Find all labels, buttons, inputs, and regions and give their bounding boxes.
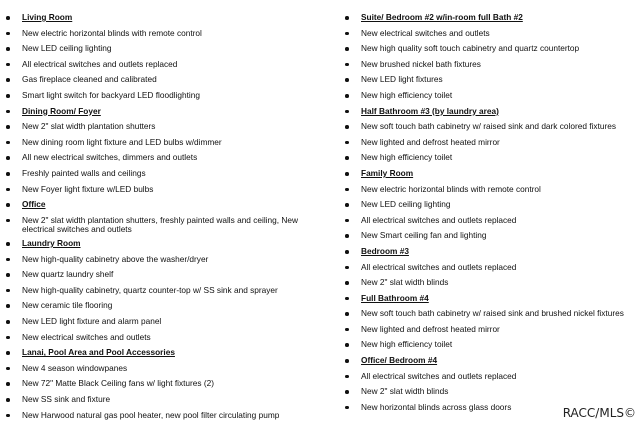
list-item-text: New 2" slat width blinds (361, 386, 449, 397)
list-item-text: New high efficiency toilet (361, 89, 453, 100)
list-item-text: New 4 season windowpanes (22, 362, 128, 373)
section-heading (6, 107, 324, 123)
list-item (6, 75, 324, 91)
bullet-icon (345, 75, 361, 84)
list-item (6, 185, 324, 201)
bullet-icon (345, 372, 361, 381)
section-heading (345, 247, 635, 263)
list-item-text: New lighted and defrost heated mirror (361, 136, 500, 147)
bullet-icon (6, 395, 22, 404)
list-item (345, 278, 635, 294)
list-item (6, 395, 324, 411)
bullet-icon (345, 356, 361, 365)
list-item (6, 60, 324, 76)
bullet-icon (345, 325, 361, 334)
list-item (345, 122, 635, 138)
bullet-icon (345, 294, 361, 303)
list-item (345, 309, 635, 325)
bullet-icon (345, 403, 361, 412)
list-item-text: New high efficiency toilet (361, 152, 453, 163)
bullet-icon (6, 333, 22, 342)
list-item (6, 169, 324, 185)
bullet-icon (6, 185, 22, 194)
section-heading-text: Living Room (22, 12, 73, 22)
list-item (6, 255, 324, 271)
list-item-text: New high-quality cabinetry, quartz counter-top w/ SS sink and sprayer (22, 284, 278, 295)
list-item-text: Freshly painted walls and ceilings (22, 167, 146, 178)
bullet-icon (6, 239, 22, 248)
list-item (6, 122, 324, 138)
section-heading (345, 294, 635, 310)
list-item-text: All new electrical switches, dimmers and outlets (22, 152, 198, 163)
list-item-text: All electrical switches and outlets replaced (22, 58, 178, 69)
section-heading (345, 169, 635, 185)
bullet-icon (345, 216, 361, 225)
right-column (345, 13, 635, 418)
bullet-icon (6, 216, 22, 225)
section-heading (6, 348, 324, 364)
bullet-icon (345, 200, 361, 209)
list-item (6, 317, 324, 333)
list-item-text: New ceramic tile flooring (22, 300, 113, 311)
bullet-icon (6, 122, 22, 131)
list-item (345, 200, 635, 216)
bullet-icon (6, 200, 22, 209)
list-item-text: New lighted and defrost heated mirror (361, 323, 500, 334)
list-item-text: New high efficiency toilet (361, 339, 453, 350)
list-item-text: New LED light fixture and alarm panel (22, 316, 162, 327)
list-item (345, 185, 635, 201)
section-heading (345, 107, 635, 123)
bullet-icon (6, 317, 22, 326)
bullet-icon (345, 340, 361, 349)
bullet-icon (6, 270, 22, 279)
list-item (6, 153, 324, 169)
bullet-icon (6, 138, 22, 147)
list-item (345, 44, 635, 60)
left-column (6, 13, 324, 426)
bullet-icon (345, 309, 361, 318)
section-heading-text: Office (22, 199, 46, 210)
list-item (6, 379, 324, 395)
section-heading-text: Dining Room/ Foyer (22, 105, 101, 116)
list-item-text: New soft touch bath cabinetry w/ raised sink and brushed nickel fixtures (361, 308, 624, 319)
bullet-icon (6, 29, 22, 38)
list-item (345, 263, 635, 279)
section-heading (345, 356, 635, 372)
list-item-text: New high quality soft touch cabinetry and quartz countertop (361, 43, 580, 54)
list-item-text: New quartz laundry shelf (22, 269, 114, 280)
section-heading-text: Suite/ Bedroom #2 w/in-room full Bath #2 (361, 12, 523, 22)
section-heading-text: Office/ Bedroom #4 (361, 355, 438, 366)
section-heading-text: Half Bathroom #3 (by laundry area) (361, 105, 499, 116)
section-heading (6, 13, 324, 29)
bullet-icon (6, 13, 22, 22)
section-heading (6, 200, 324, 216)
bullet-icon (6, 286, 22, 295)
bullet-icon (6, 153, 22, 162)
bullet-icon (345, 13, 361, 22)
list-item-text: New SS sink and fixture (22, 394, 111, 405)
list-item-text: New LED light fixtures (361, 74, 443, 85)
bullet-icon (345, 153, 361, 162)
list-item (6, 44, 324, 60)
list-item-text: New Harwood natural gas pool heater, new pool filter circulating pump (22, 409, 280, 420)
section-heading-text: Laundry Room (22, 238, 81, 249)
list-item (345, 387, 635, 403)
list-item-text: Gas fireplace cleaned and calibrated (22, 74, 157, 85)
list-item (345, 60, 635, 76)
list-item-text: New LED ceiling lighting (22, 43, 112, 54)
list-item (345, 372, 635, 388)
bullet-icon (345, 91, 361, 100)
list-item-text: New soft touch bath cabinetry w/ raised sink and dark colored fixtures (361, 121, 617, 132)
bullet-icon (6, 348, 22, 357)
list-item-text: New electrical switches and outlets (22, 331, 151, 342)
list-item (6, 29, 324, 45)
section-heading-text: Bedroom #3 (361, 245, 409, 256)
bullet-icon (345, 138, 361, 147)
list-item (6, 333, 324, 349)
bullet-icon (345, 29, 361, 38)
section-heading (6, 239, 324, 255)
bullet-icon (345, 60, 361, 69)
list-item-text: New brushed nickel bath fixtures (361, 58, 481, 69)
list-item-text: All electrical switches and outlets replaced (361, 370, 517, 381)
bullet-icon (6, 301, 22, 310)
list-item (345, 91, 635, 107)
list-item (6, 216, 324, 239)
bullet-icon (345, 122, 361, 131)
list-item-text: New 2" slat width blinds (361, 277, 449, 288)
section-heading-text: Lanai, Pool Area and Pool Accessories (22, 347, 175, 358)
bullet-icon (6, 364, 22, 373)
list-item-text: New 72" Matte Black Ceiling fans w/ light fixtures (2) (22, 378, 215, 389)
bullet-icon (6, 255, 22, 264)
bullet-icon (345, 231, 361, 240)
bullet-icon (6, 60, 22, 69)
bullet-icon (345, 278, 361, 287)
bullet-icon (345, 44, 361, 53)
list-item (345, 231, 635, 247)
list-item (345, 153, 635, 169)
bullet-icon (345, 387, 361, 396)
bullet-icon (6, 379, 22, 388)
list-item (6, 270, 324, 286)
mls-watermark: RACC/MLS© (562, 406, 636, 420)
list-item (6, 301, 324, 317)
list-item-text: Smart light switch for backyard LED floodlighting (22, 89, 201, 100)
list-item-text: New Foyer light fixture w/LED bulbs (22, 183, 154, 194)
list-item (6, 138, 324, 154)
list-item (6, 364, 324, 380)
list-item-text: New 2" slat width plantation shutters, freshly painted walls and ceiling, New electrical switches and outlets (22, 214, 298, 234)
bullet-icon (345, 263, 361, 272)
bullet-icon (6, 75, 22, 84)
section-heading-text: Full Bathroom #4 (361, 292, 429, 303)
list-item-text: New electric horizontal blinds with remote control (361, 183, 541, 194)
bullet-icon (6, 411, 22, 420)
list-item (345, 340, 635, 356)
list-item-text: New electrical switches and outlets (361, 27, 490, 38)
list-item-text: All electrical switches and outlets replaced (361, 261, 517, 272)
list-item-text: New high-quality cabinetry above the washer/dryer (22, 253, 209, 264)
bullet-icon (345, 247, 361, 256)
list-item-text: New LED ceiling lighting (361, 199, 451, 210)
list-item-text: New electric horizontal blinds with remote control (22, 27, 202, 38)
list-item (345, 29, 635, 45)
section-heading-text: Family Room (361, 167, 414, 178)
bullet-icon (6, 107, 22, 116)
list-item-text: New horizontal blinds across glass doors (361, 401, 512, 412)
bullet-icon (6, 91, 22, 100)
list-item-text: New Smart ceiling fan and lighting (361, 230, 487, 241)
bullet-icon (6, 44, 22, 53)
bullet-icon (345, 169, 361, 178)
list-item (345, 75, 635, 91)
list-item-text: New 2" slat width plantation shutters (22, 121, 156, 132)
list-item (6, 91, 324, 107)
list-item (345, 216, 635, 232)
bullet-icon (6, 169, 22, 178)
bullet-icon (345, 107, 361, 116)
list-item (345, 138, 635, 154)
list-item (345, 325, 635, 341)
bullet-icon (345, 185, 361, 194)
list-item-text: New dining room light fixture and LED bulbs w/dimmer (22, 136, 222, 147)
section-heading (345, 13, 635, 29)
list-item (6, 286, 324, 302)
list-item-text: All electrical switches and outlets replaced (361, 214, 517, 225)
